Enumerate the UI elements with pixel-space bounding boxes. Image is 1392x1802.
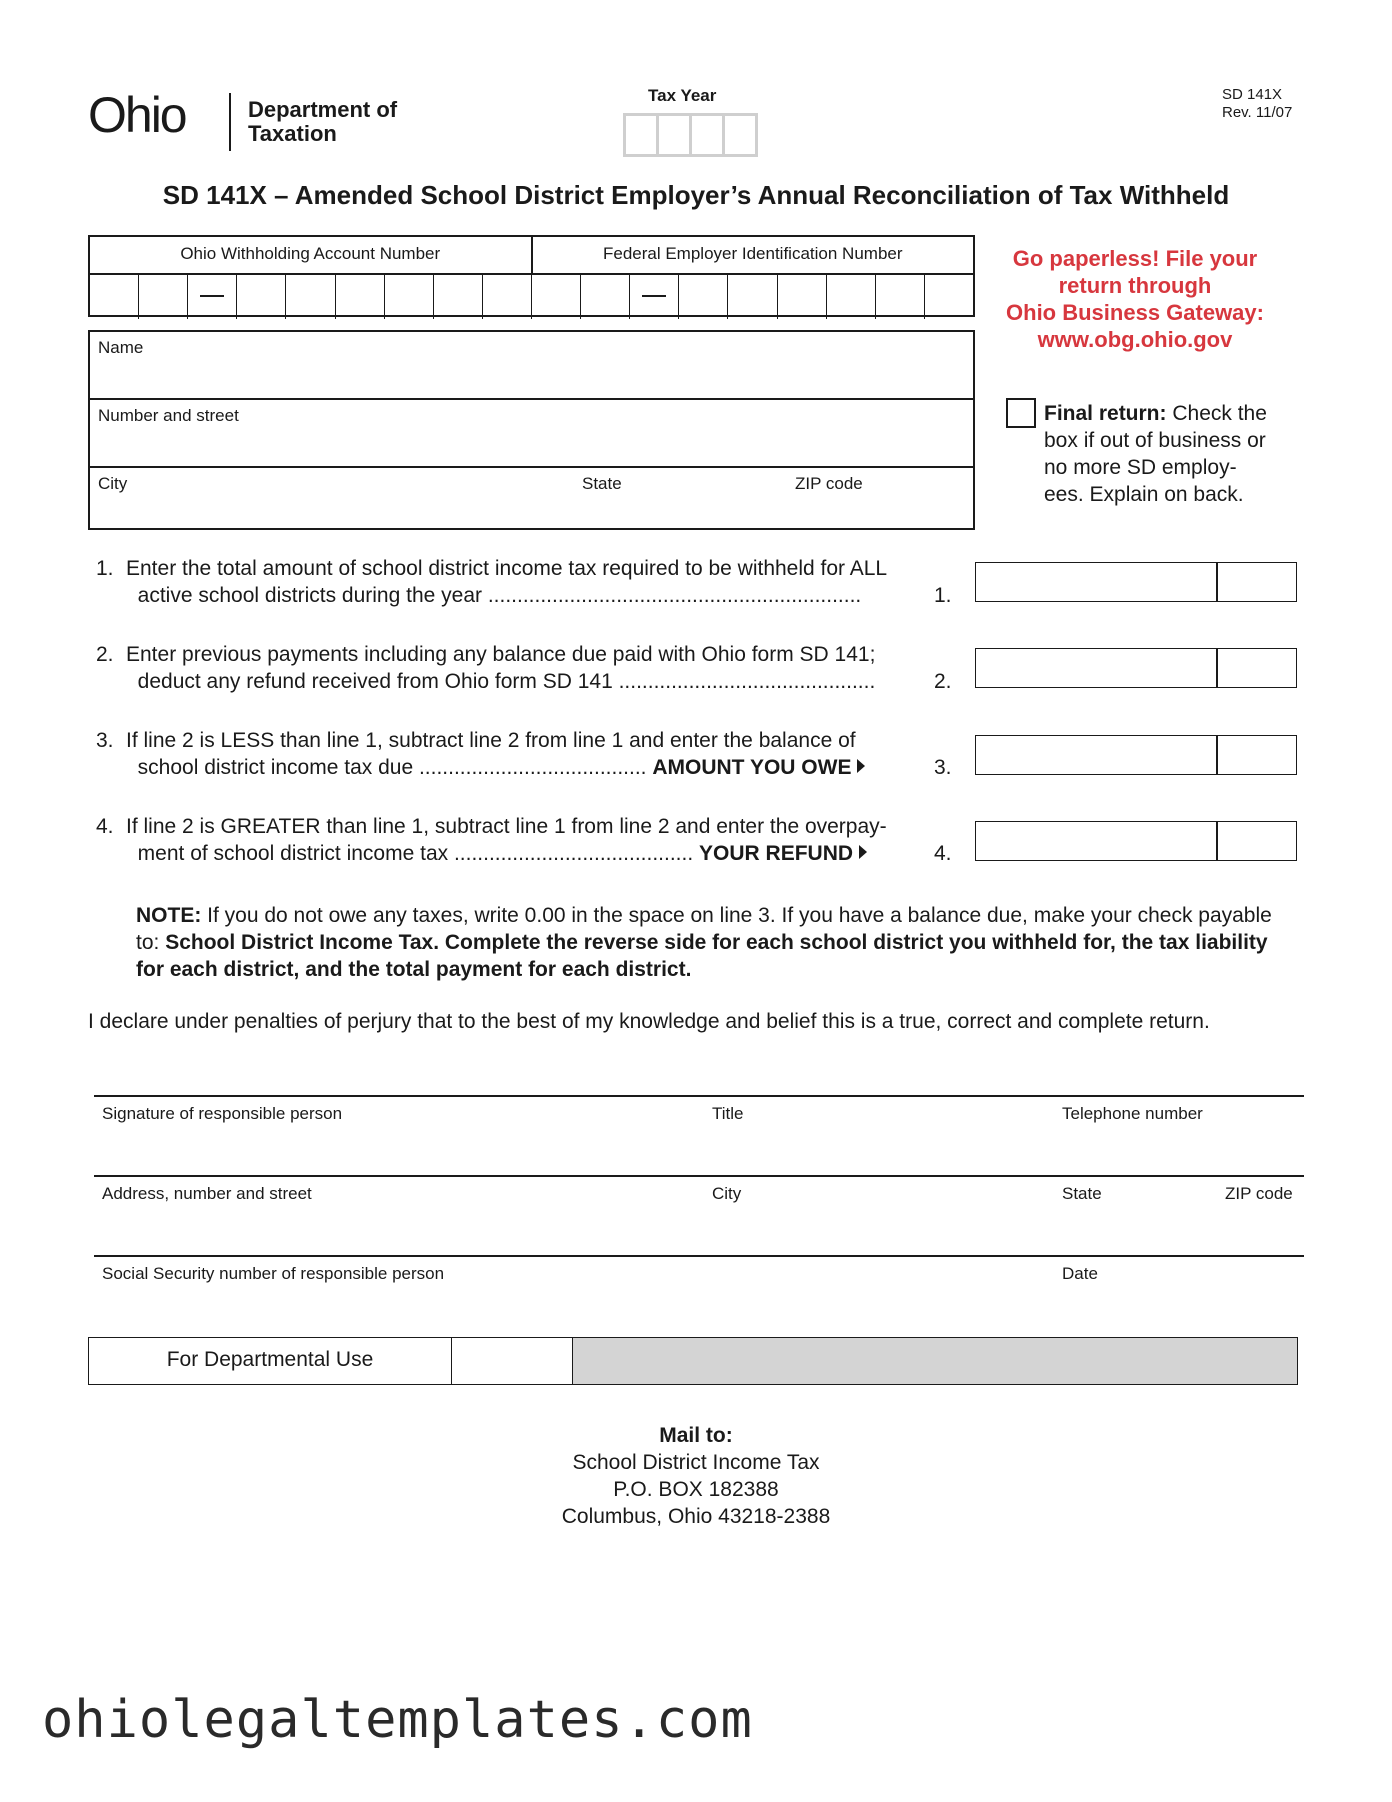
divider [94,1255,1304,1257]
your-refund-label: YOUR REFUND [699,842,854,865]
name-field[interactable] [90,332,973,400]
note-label: NOTE: [136,904,202,927]
departmental-use-box [88,1337,1298,1385]
dash-separator [188,275,237,319]
city-label: City [712,1184,742,1203]
ohio-logo: Ohio [88,87,186,143]
divider [94,1095,1304,1097]
note-bold-text: School District Income Tax. Complete the reverse side for each school district you withheld for, the tax liability for each district, and the total payment for each district. [136,931,1268,981]
ssn-label: Social Security number of responsible person [102,1264,445,1283]
line-number: 1. [96,557,114,580]
final-return-label: Final return: [1044,402,1167,425]
zip-label: ZIP code [1225,1184,1293,1203]
ohio-withholding-digit[interactable] [139,275,188,319]
note-text: If you do not owe any taxes, write 0.00 in the space on line 3. If you have a balance due, make your check payable to: [136,904,1272,954]
department-name [248,98,397,146]
line-number: 2. [96,643,114,666]
line-label: 3. [934,756,952,779]
line-text: If line 2 is GREATER than line 1, subtract line 1 from line 2 and enter the overpay- ment of school district income tax ......................................... YOUR REFUND [126,815,887,865]
street-field[interactable] [90,400,973,468]
line-label: 4. [934,842,952,865]
tax-year-digit[interactable] [626,116,659,154]
signature-row-input[interactable] [94,1125,1304,1173]
dash-separator [630,275,679,319]
employer-address-block [88,330,975,530]
tax-year-digit[interactable] [692,116,725,154]
paperless-url[interactable]: www.obg.ohio.gov [1037,327,1233,352]
departmental-use-cell [452,1338,573,1384]
fein-digit[interactable] [827,275,876,319]
fein-digit[interactable] [679,275,728,319]
tax-year-label: Tax Year [648,86,717,105]
mail-line-3: Columbus, Ohio 43218-2388 [561,1505,831,1528]
state-label: State [1062,1184,1102,1203]
mail-line-2: P.O. BOX 182388 [613,1478,779,1501]
tax-year-digit[interactable] [725,116,755,154]
tax-year-digit[interactable] [659,116,692,154]
fein-digit[interactable] [532,275,581,319]
paperless-line-2: return through [1058,273,1212,298]
form-id [1222,86,1292,122]
form-number: SD 141X [1222,86,1283,103]
final-return-checkbox[interactable] [1006,398,1036,428]
logo-divider [229,93,231,151]
line-1-amount-input[interactable] [975,562,1297,602]
line-text: If line 2 is LESS than line 1, subtract line 2 from line 1 and enter the balance of school district income tax due ....................................... AMOUNT YOU OWE [126,727,936,781]
ohio-withholding-digit[interactable] [286,275,335,319]
perjury-declaration: I declare under penalties of perjury that to the best of my knowledge and belief this is a true, correct and complete return. [88,1010,1210,1033]
city-state-zip-field[interactable] [90,468,973,534]
line-number: 4. [96,815,114,838]
fein-digit[interactable] [876,275,925,319]
line-4 [96,813,976,869]
final-return-description [1044,400,1274,508]
department-line-2: Taxation [248,121,337,146]
fein-digit[interactable] [778,275,827,319]
mail-to-label: Mail to: [659,1424,733,1447]
site-watermark: ohiolegaltemplates.com [42,1690,753,1750]
street-label: Number and street [98,406,239,425]
paperless-line-1: Go paperless! File your [1012,246,1258,271]
address-row-input[interactable] [94,1205,1304,1253]
ohio-withholding-digit[interactable] [237,275,286,319]
ohio-withholding-digit[interactable] [336,275,385,319]
line-text: Enter previous payments including any balance due paid with Ohio form SD 141; deduct any refund received from Ohio form SD 141 ............................................ [126,643,876,693]
line-1 [96,555,976,611]
form-revision: Rev. 11/07 [1222,104,1293,121]
state-label: State [582,474,622,493]
tax-year-input[interactable] [623,113,758,157]
amount-you-owe-label: AMOUNT YOU OWE [652,756,852,779]
line-text: Enter the total amount of school district income tax required to be withheld for ALL active school districts during the year ................................................................ [126,557,888,607]
departmental-use-label: For Departmental Use [89,1338,452,1384]
ohio-withholding-digit[interactable] [434,275,483,319]
date-label: Date [1062,1264,1098,1283]
fein-label: Federal Employer Identification Number [602,244,903,263]
ssn-date-row-input[interactable] [94,1285,1304,1325]
final-return-text: Check the box if out of business or no more SD employ-ees. Explain on back. [1044,402,1267,506]
line-3 [96,727,976,783]
mailing-address [0,1422,1392,1530]
fein-digit[interactable] [925,275,973,319]
triangle-right-icon [857,759,865,773]
address-label: Address, number and street [102,1184,312,1203]
page-title: SD 141X – Amended School District Employer’s Annual Reconciliation of Tax Withheld [162,180,1230,210]
divider [94,1175,1304,1177]
fein-digit[interactable] [581,275,630,319]
ohio-withholding-digit[interactable] [385,275,434,319]
line-label: 1. [934,584,952,607]
line-4-amount-input[interactable] [975,821,1297,861]
name-label: Name [98,338,144,357]
paperless-notice [1000,245,1270,353]
note-paragraph [136,902,1286,983]
paperless-line-3: Ohio Business Gateway: [1006,300,1264,325]
telephone-label: Telephone number [1062,1104,1203,1123]
departmental-use-shaded [573,1338,1297,1384]
ohio-withholding-digit[interactable] [483,275,532,319]
line-number: 3. [96,729,114,752]
fein-digit[interactable] [728,275,777,319]
title-label: Title [712,1104,744,1123]
triangle-right-icon [859,845,867,859]
account-number-grid [88,235,975,317]
line-3-amount-input[interactable] [975,735,1297,775]
ohio-withholding-digit[interactable] [90,275,139,319]
line-label: 2. [934,670,952,693]
line-2-amount-input[interactable] [975,648,1297,688]
line-2 [96,641,976,697]
ohio-withholding-label: Ohio Withholding Account Number [90,237,533,273]
department-line-1: Department of [248,97,398,122]
signature-label: Signature of responsible person [102,1104,343,1123]
mail-line-1: School District Income Tax [572,1451,820,1474]
city-label: City [98,474,128,493]
zip-label: ZIP code [795,474,863,493]
